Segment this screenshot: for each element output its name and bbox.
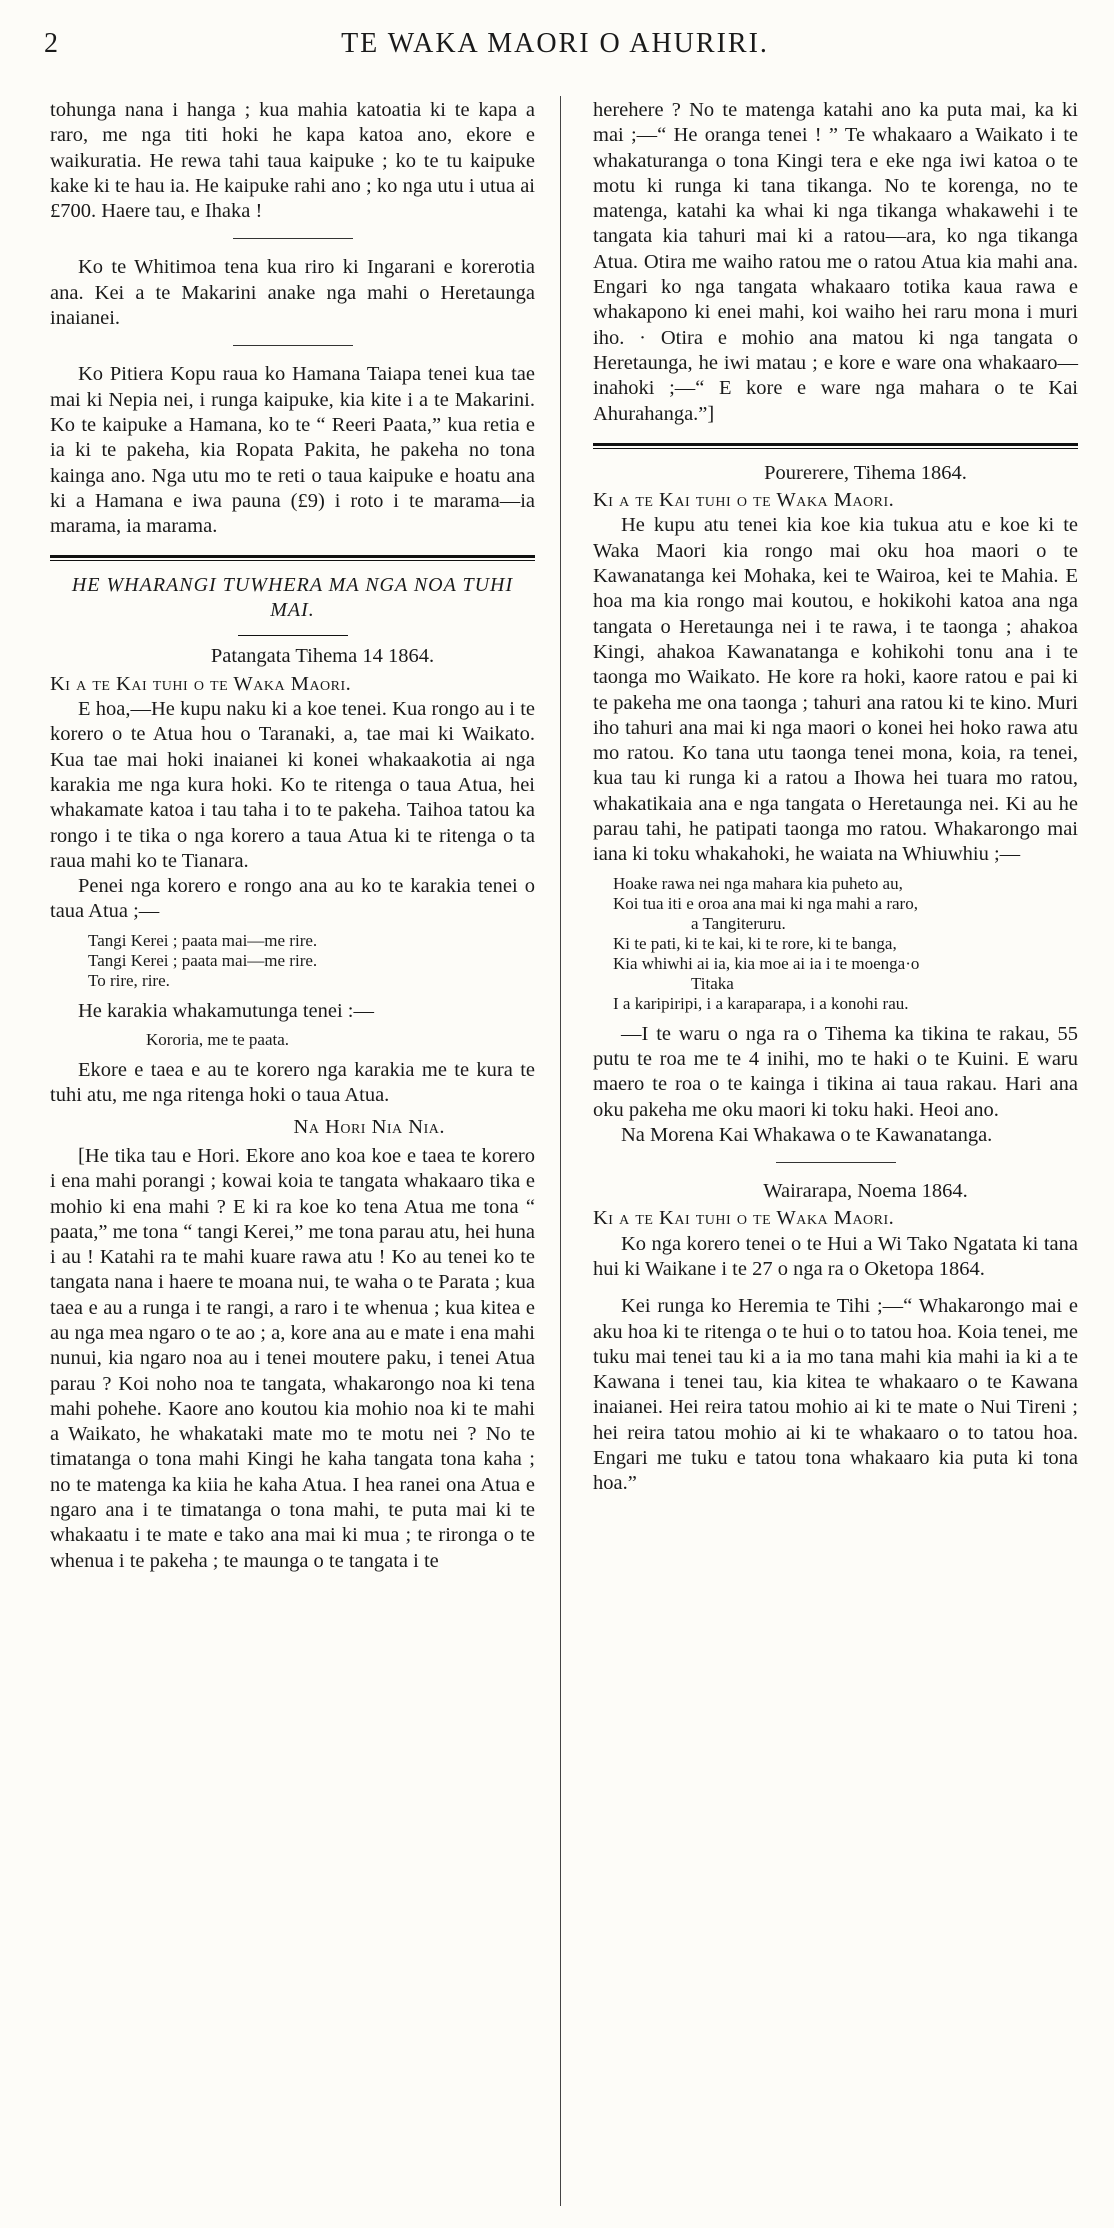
section-rule — [50, 560, 535, 561]
paragraph: Ko Pitiera Kopu raua ko Hamana Taiapa tenei kua tae mai ki Nepia nei, i runga kaipuke, kia kite i a te Makarini. Ko te kaipuke a Hamana, ko te “ Reeri Paata,” kua retia e ia ki te pakeha, kia Ropata Pakita, he pakeha no tona kainga ano. Nga utu mo te reti o taua kaipuke e hoatu ana ki a Hamana e iwa pauna (£9) i roto i te marama—ia marama, ia marama. — [50, 363, 535, 538]
page-title: TE WAKA MAORI O AHURIRI. — [341, 28, 769, 59]
paragraph: herehere ? No te matenga katahi ano ka puta mai, ka ki mai ;—“ He oranga tenei ! ” Te whakaaro a Waikato i te whakaturanga o tona Kingi tera e eke nga iwi katoa o te motu ki runga ki tana tikanga. No te korenga, no te matenga, katahi ka whai ki nga tikanga whakawehi i te tangata kia tahuri mai ki a ratou—ara, ko nga tikanga Atua. Otira me waiho ratou me o ratou Atua kia mahi ana. Engari ko nga tangata whakaaro totika kaua rawa e whakapono ki enei mahi, koi waiho hei raru mona i muri iho. · Otira e mohio ana matou ki nga tangata o Heretaunga, he iwi matau ; e kore e ware ona whakaaro—inahoki ;—“ E kore e ware nga mahara o te Kai Ahurahanga.”] — [593, 99, 1078, 425]
verse-line: Kia whiwhi ai ia, kia moe ai ia i te moenga·o — [613, 953, 920, 973]
section-rule — [593, 443, 1078, 446]
section-rule — [593, 448, 1078, 449]
editor-reply: [He tika tau e Hori. Ekore ano koa koe e taea te korero i ena mahi porangi ; kowai koia te tangata whakaaro tika e mohio ki ena mahi ? E ki ra koe ko tena Atua me tona “ paata,” me tona “ tangi Kerei,” me tona parau atu, hei huna i au ! Katahi ra te mahi kuare rawa atu ! Ko au tenei ko te tangata nana i haere te moana nui, te waha o te Parata ; kua taea e au a runga i te rangi, a raro i te whenua ; kua kitea e au nga mea ngaro o te ao ; a, kore ana au e mate i ena mahi nunui, kia ngaro noa au i tenei moutere paku, i tenei Atua parau ? Koi noho noa te tangata, whakarongo noa ki tena mahi pohehe. Kaore ano koutou kia mohio noa ki te mahi a Waikato, he whakataki mate mo te motu nei ? No te timatanga o tona mahi Kingi he kaha tangata tona kaha ; no te matenga ka kiia he kaha Atua. I hea ranei ona Atua e ngaro ana i te timatanga o tona mahi, te puta mai ki te whakaatu i te mate e tako ana mai ki mua ; te rironga o te whenua i te pakeha ; te maunga o te tangata i te — [50, 1144, 535, 1572]
right-column — [593, 98, 1078, 1497]
short-divider — [233, 238, 353, 239]
signature: Na Hori Nia Nia. — [293, 1115, 445, 1138]
dateline: Patangata Tihema 14 1864. — [210, 645, 435, 668]
paragraph: tohunga nana i hanga ; kua mahia katoatia ki te kapa a raro, me nga titi hoki he kapa katoa ano, ekore e waikuratia. He rewa tahi taua kaipuke ; ko te tu kaipuke kake ki te hau ia. He kaipuke rahi ano ; ko nga utu i utua ai £700. Haere tau, e Ihaka ! — [50, 99, 535, 223]
verse-line: I a karipiripi, i a karaparapa, i a konohi rau. — [613, 993, 909, 1013]
dateline: Wairarapa, Noema 1864. — [763, 1180, 968, 1203]
paragraph: He kupu atu tenei kia koe kia tukua atu e koe ki te Waka Maori kia rongo mai oku hoa maori o te Kawanatanga kei Mohaka, kei te Wairoa, kei te Mahia. E hoa ma kia rongo mai koutou, e hokikohi katoa ana nga tangata o Heretaunga nei i te rawa, i te taonga ; ahakoa Kingi, ahakoa Kawanatanga e kohikohi tonu ana i te taonga mo Waikato. He kore ra hoki, kaore ratou e pai ki te pakeha me ona taonga ; tahuri ana ratou ki te kino. Muri iho tahuri ana mai ki nga maori o konei hei hoko rawa atu mo ratou. Ko tana utu taonga tenei mona, koia, ra tenei, kua tau ki runga ki a ratou a Ihowa hei tuara mo ratou, whakatikaia ana e nga tangata o Heretaunga nei. Ki au he parau tahi, he patipati taonga mo ratou. Whakarongo mai iana ki toku whakahoki, he waiata na Whiuwhiu ;— — [593, 514, 1078, 866]
salutation: Ki a te Kai tuhi o te Waka Maori. — [593, 489, 895, 512]
short-divider — [776, 1162, 896, 1163]
verse-line: Koi tua iti e oroa ana mai ki nga mahi a raro, — [613, 893, 918, 913]
short-divider — [238, 635, 348, 636]
section-rule — [50, 555, 535, 558]
verse — [88, 931, 535, 991]
paragraph: He karakia whakamutunga tenei :— — [78, 999, 374, 1022]
paragraph: Ekore e taea e au te korero nga karakia me te kura te tuhi atu, me nga ritenga hoki o taua Atua. — [50, 1059, 535, 1107]
salutation: Ki a te Kai tuhi o te Waka Maori. — [50, 672, 352, 695]
verse-line: Ki te pati, ki te kai, ki te rore, ki te banga, — [613, 933, 897, 953]
verse-line: Hoake rawa nei nga mahara kia puheto au, — [613, 873, 903, 893]
paragraph: Penei nga korero e rongo ana au ko te karakia tenei o taua Atua ;— — [50, 875, 535, 923]
salutation: Ki a te Kai tuhi o te Waka Maori. — [593, 1207, 895, 1230]
verse-line: Titaka — [691, 973, 734, 993]
paragraph: Ko te Whitimoa tena kua riro ki Ingarani e korerotia ana. Kei a te Makarini anake nga mahi o Heretaunga inaianei. — [50, 256, 535, 330]
paragraph: —I te waru o nga ra o Tihema ka tikina te rakau, 55 putu te roa me te 4 inihi, mo te haki o te Kuini. E waru maero te roa o te kainga i tikina ai taua rakau. Hari ana oku pakeha me oku maori ki toku haki. Heoi ano. — [593, 1022, 1078, 1121]
paragraph: Ko nga korero tenei o te Hui a Wi Tako Ngatata ki tana hui ki Waikane i te 27 o nga ra o Oketopa 1864. — [593, 1232, 1078, 1280]
signature: Na Morena Kai Whakawa o te Kawanatanga. — [621, 1123, 993, 1146]
verse-line: To rire, rire. — [88, 970, 170, 990]
verse-line: Tangi Kerei ; paata mai—me rire. — [88, 950, 318, 970]
dateline: Pourerere, Tihema 1864. — [764, 461, 967, 484]
verse — [613, 874, 1078, 1014]
section-heading: HE WHARANGI TUWHERA MA NGA NOA TUHI MAI. — [71, 574, 514, 622]
left-column — [50, 98, 535, 1574]
verse-line: Kororia, me te paata. — [146, 1030, 290, 1050]
paragraph: Kei runga ko Heremia te Tihi ;—“ Whakarongo mai e aku hoa ki te ritenga o te hui o to tatou hoa. Koia tenei, me tuku mai tenei tau ki a ia mo tana mahi kia mahi ia ki a te Kawana i tenei tau, kia kitea te whakaaro o te Kawana inaianei. Hei reira tatou mohio ai ki te mate o Nui Tireni ; hei reira tatou mohio ai ki te whakaaro o to tatou hoa. Engari me tuku e tatou tona whakaaro kia puta ki tona hoa.” — [593, 1295, 1078, 1495]
short-divider — [233, 345, 353, 346]
verse-line: Tangi Kerei ; paata mai—me rire. — [88, 930, 318, 950]
paragraph: E hoa,—He kupu naku ki a koe tenei. Kua rongo au i te korero o te Atua hou o Taranaki, a, tae mai ki Waikato. Kua tae mai hoki inaianei ki konei whakaakotia ai nga karakia me nga kura hoki. Ko te ritenga o taua Atua, hei whakamate katoa i tau taha i to te pakeha. Taihoa tatou ka rongo i te tika o nga korero a taua Atua ki te ritenga o ta raua mahi ko te Tianara. — [50, 698, 535, 872]
page-header — [40, 28, 1070, 68]
page-number: 2 — [44, 28, 58, 59]
verse-line: a Tangiteruru. — [691, 913, 786, 933]
column-divider — [560, 96, 561, 2206]
